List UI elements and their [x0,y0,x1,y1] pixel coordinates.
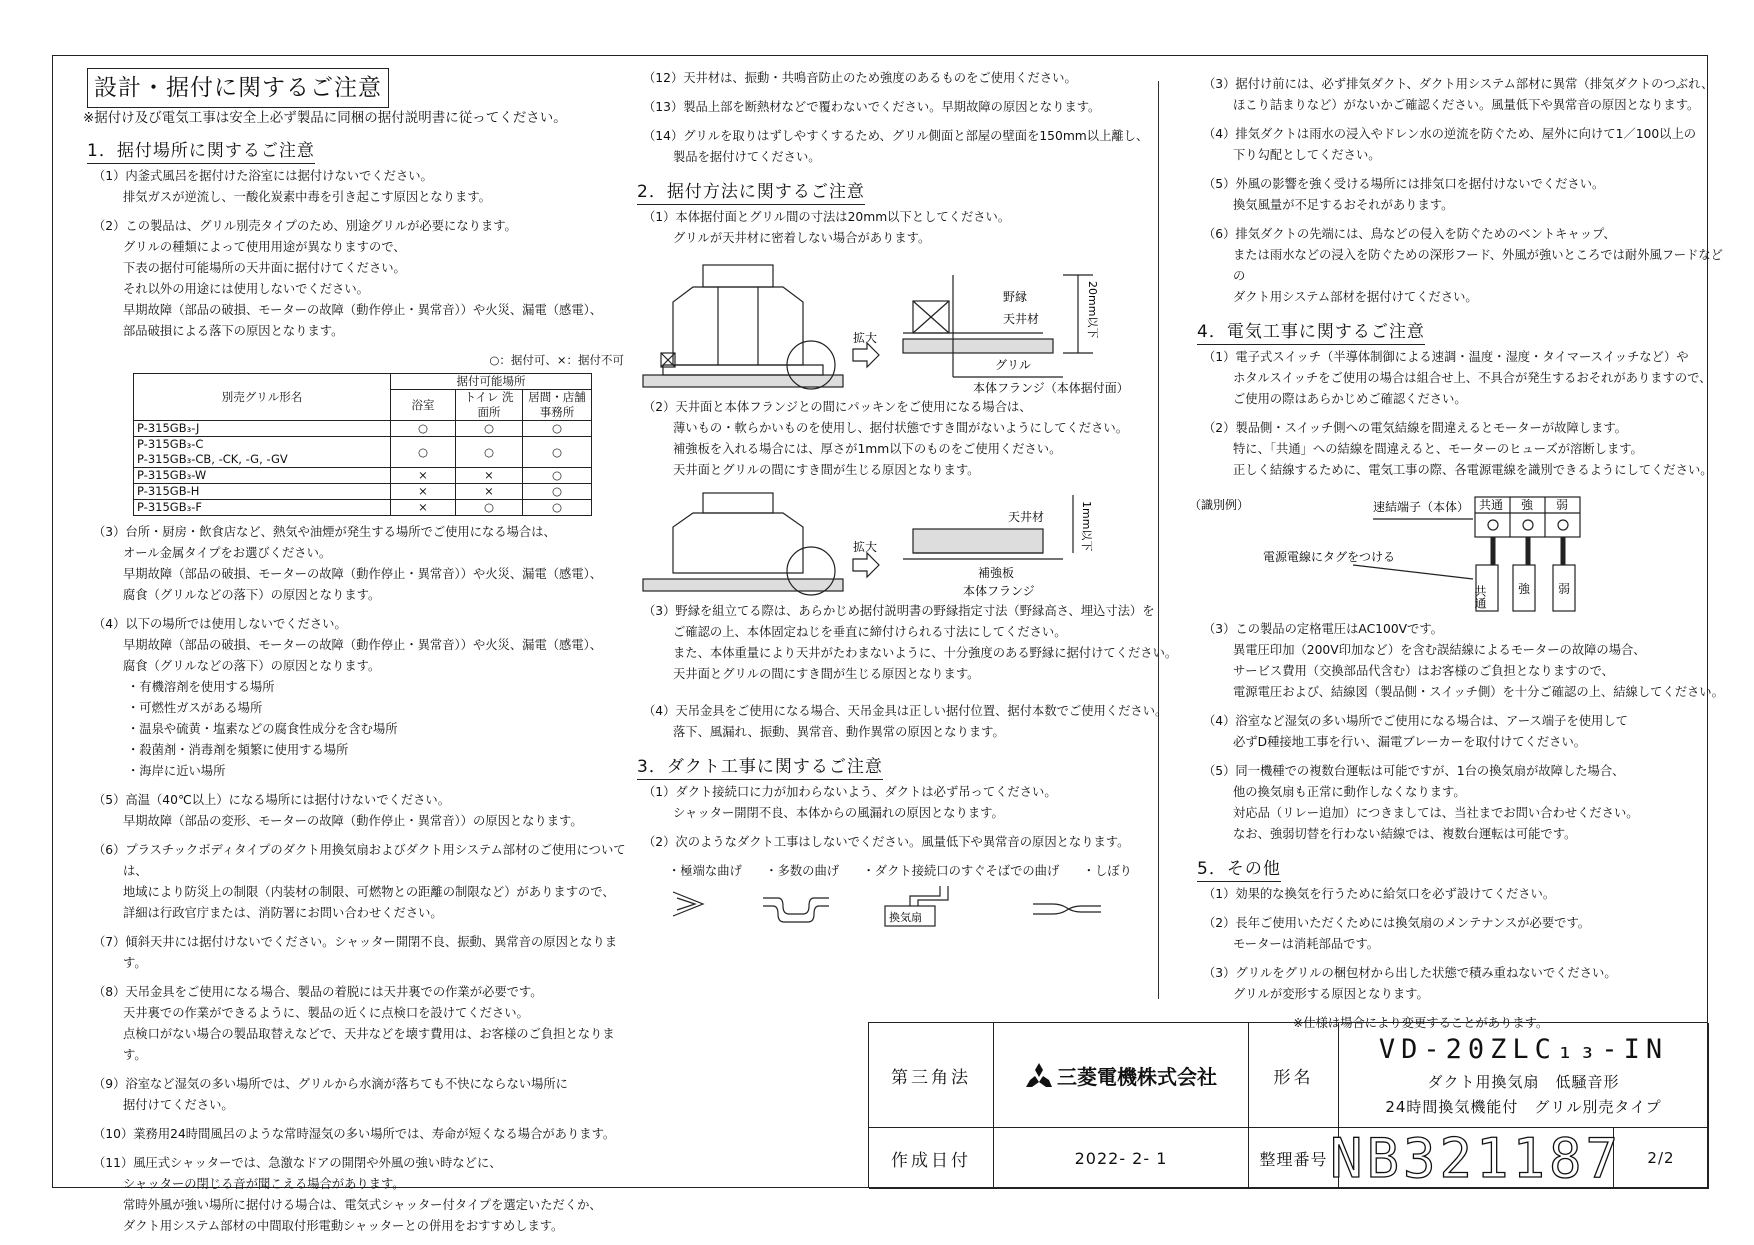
item-first-line: （1）電子式スイッチ（半導体制御による速調・温度・湿度・タイマースイッチなど）や [1203,350,1689,364]
wiring-tag-weak: 弱 [1558,582,1571,596]
item-first-line: （8）天吊金具をご使用になる場合、製品の着脱には天井裏での作業が必要です。 [93,985,543,999]
item-continuation-line: 部品破損による落下の原因となります。 [123,324,344,338]
case-bend-near-inlet: ・ダクト接続口のすぐそばでの曲げ [862,864,1060,878]
item-first-line: （10）業務用24時間風呂のような常時湿気の多い場所では、寿命が短くなる場合があります。 [93,1127,616,1141]
grill-install-mark-a: × [391,484,456,500]
item-first-line: （4）天吊金具をご使用になる場合、天吊金具は正しい据付位置、据付本数でご使用ください。 [643,704,1168,718]
item-continuation-line: 点検口がない場合の製品取替えなどで、天井などを壊す費用は、お客様のご負担となります。 [123,1027,615,1062]
company-logo-cell [994,1023,1249,1128]
grill-table-legend: ○：据付可、×：据付不可 [489,353,624,367]
item-continuation-line: 換気風量が不足するおそれがあります。 [1233,198,1454,212]
grill-table-header-group: 据付可能場所 [391,374,592,390]
grill-install-mark-b: ○ [456,437,523,468]
section-3-heading: 3．ダクト工事に関するご注意 [637,755,883,780]
item-continuation-line: 落下、風漏れ、振動、異常音、動作異常の原因となります。 [673,725,1005,739]
item-first-line: （9）浴室など湿気の多い場所では、グリルから水滴が落ちても不快にならない場所に [93,1077,568,1091]
item-first-line: （5）外風の影響を強く受ける場所には排気口を据付けないでください。 [1203,177,1605,191]
item-continuation-line: ご確認の上、本体固定ねじを垂直に締付けられる寸法にしてください。 [673,625,1067,639]
fig1-label-ceiling: 天井材 [1003,312,1040,326]
item-first-line: （6）プラスチックボディタイプのダクト用換気扇およびダクト用システム部材のご使用については、 [93,843,626,878]
grill-install-mark-a: × [391,500,456,516]
case-narrowing: ・しぼり [1082,864,1132,878]
fig1-label-flange: 本体フランジ（本体据付面） [973,381,1129,395]
item-first-line: （2）天井面と本体フランジとの間にパッキンをご使用になる場合は、 [643,400,1032,414]
item-first-line: （4）以下の場所では使用しないでください。 [93,617,347,631]
model-desc-1: ダクト用換気扇 低騒音形 [1427,1072,1620,1091]
grill-model-name: P-315GB₃-F [134,500,391,516]
model-desc-2: 24時間換気機能付 グリル別売タイプ [1385,1097,1662,1116]
mitsubishi-logo-icon [1025,1062,1053,1088]
wiring-term-strong: 強 [1521,498,1534,512]
grill-table-row [134,421,592,437]
item-continuation-line: 下り勾配としてください。 [1233,148,1381,162]
item-first-line: （11）風圧式シャッターでは、急激なドアの開閉や外風の強い時などに、 [93,1156,502,1170]
section-5-heading: 5．その他 [1197,857,1281,882]
item-continuation-line: ご使用の際はあらかじめご確認ください。 [1233,392,1467,406]
doc-number-label: 整理番号 [1249,1128,1339,1189]
packing-figure [623,489,1163,601]
item-continuation-line: 地域により防災上の制限（内装材の制限、可燃物との距離の制限など）がありますので、 [123,885,615,899]
item-continuation-line: 排気ガスが逆流し、一酸化炭素中毒を引き起こす原因となります。 [123,190,491,204]
item-continuation-line: 早期故障（部品の破損、モーターの故障（動作停止・異常音））や火災、漏電（感電）、 [123,638,603,652]
grill-table-header-a: 浴室 [391,390,456,421]
grill-table-row [134,500,592,516]
bullet-item: ・可燃性ガスがある場所 [127,701,263,715]
wiring-terminal-label: 速結端子（本体） [1373,500,1470,514]
item-first-line: （3）据付け前には、必ず排気ダクト、ダクト用システム部材に異常（排気ダクトのつぶれ、 [1203,77,1714,91]
item-continuation-line: 早期故障（部品の破損、モーターの故障（動作停止・異常音））や火災、漏電（感電）、 [123,567,603,581]
item-continuation-line: 異電圧印加（200V印加など）を含む誤結線によるモーターの故障の場合、 [1233,643,1646,657]
duct-fan-label: 換気扇 [889,911,922,924]
item-continuation-line: モーターは消耗部品です。 [1233,937,1380,951]
wiring-tag-label: 電源電線にタグをつける [1263,550,1396,564]
grill-table-header-name: 別売グリル形名 [134,374,391,421]
item-continuation-line: 他の換気扇も正常に動作しなくなります。 [1233,785,1466,799]
grill-model-name: P-315GB₃-J [134,421,391,437]
item-continuation-line: 常時外風が強い場所に据付ける場合は、電気式シャッター付タイプを選定いただくか、 [123,1198,602,1212]
item-continuation-line: 腐食（グリルなどの落下）の原因となります。 [123,588,381,602]
grill-install-mark-c: ○ [523,421,592,437]
item-continuation-line: ホタルスイッチをご使用の場合は組合せ上、不具合が発生するおそれがありますので、 [1233,371,1712,385]
grill-table-row [134,468,592,484]
projection-label: 第三角法 [869,1023,994,1128]
case-multiple-bends: ・多数の曲げ [765,864,840,878]
fig2-label-flange: 本体フランジ [963,584,1035,598]
doc-number-cell [1329,1126,1623,1190]
fig1-label-nobuchi: 野縁 [1003,290,1028,304]
section-1-heading: 1．据付場所に関するご注意 [87,139,315,164]
grill-table-header-c: 居間・店舗 事務所 [523,390,592,421]
grill-install-mark-b: ○ [456,421,523,437]
item-first-line: （5）高温（40℃以上）になる場所には据付けないでください。 [93,793,451,807]
fig2-zoom-label: 拡大 [853,540,878,554]
item-continuation-line: また、本体重量により天井がたわまないように、十分強度のある野縁に据付けてください。 [673,646,1178,660]
wiring-tag-strong: 強 [1518,582,1531,596]
header-note: ※据付け及び電気工事は安全上必ず製品に同梱の据付説明書に従ってください。 [83,110,567,126]
grill-install-mark-a: ○ [391,437,456,468]
bullet-item: ・温泉や硫黄・塩素などの腐食性成分を含む場所 [127,722,398,736]
wiring-example-figure [1183,489,1723,619]
item-continuation-line: それ以外の用途には使用しないでください。 [123,282,369,296]
item-continuation-line: 据付けてください。 [123,1098,234,1112]
wiring-term-common: 共通 [1479,498,1504,512]
grill-install-mark-a: × [391,468,456,484]
case-extreme-bend: ・極端な曲げ [668,864,742,878]
item-continuation-line: ダクト用システム部材を据付けてください。 [1233,290,1478,304]
date-value: 2022- 2- 1 [994,1128,1249,1189]
item-continuation-line: なお、強弱切替を行わない結線では、複数台運転は可能です。 [1233,827,1577,841]
grill-table [133,373,592,516]
item-continuation-line: 下表の据付可能場所の天井面に据付けてください。 [123,261,406,275]
doc-number: NB321187 [1329,1126,1623,1190]
grill-install-mark-b: × [456,468,523,484]
item-first-line: （1）効果的な換気を行うために給気口を必ず設けてください。 [1203,887,1556,901]
item-continuation-line: 特に、「共通」への結線を間違えると、モーターのヒューズが溶断します。 [1233,442,1643,456]
document-sheet [52,55,1724,1233]
model-cell [1339,1023,1709,1128]
item-continuation-line: グリルが天井材に密着しない場合があります。 [673,231,931,245]
grill-install-mark-a: ○ [391,421,456,437]
grill-install-mark-c: ○ [523,500,592,516]
item-first-line: （3）グリルをグリルの梱包材から出した状態で積み重ねないでください。 [1203,966,1617,980]
title-block [868,1022,1708,1188]
item-first-line: （3）台所・厨房・飲食店など、熱気や油煙が発生する場所でご使用になる場合は、 [93,525,556,539]
item-first-line: （6）排気ダクトの先端には、鳥などの侵入を防ぐためのベントキャップ、 [1203,227,1616,241]
item-first-line: （5）同一機種での複数台運転は可能ですが、1台の換気扇が故障した場合、 [1203,764,1625,778]
item-continuation-line: 腐食（グリルなどの落下）の原因となります。 [123,659,381,673]
item-first-line: （1）本体据付面とグリル間の寸法は20mm以下としてください。 [643,210,1011,224]
bullet-item: ・有機溶剤を使用する場所 [127,680,275,694]
item-first-line: （1）内釜式風呂を据付けた浴室には据付けないでください。 [93,169,433,183]
grill-table-row [134,437,592,468]
item-continuation-line: 天井裏での作業ができるように、製品の近くに点検口を設けてください。 [123,1006,529,1020]
item-first-line: （2）この製品は、グリル別売タイプのため、別途グリルが必要になります。 [93,219,517,233]
column-3 [1183,74,1733,1034]
grill-install-mark-c: ○ [523,468,592,484]
item-first-line: （7）傾斜天井には据付けないでください。シャッター開閉不良、振動、異常音の原因となります。 [93,935,618,970]
fig1-zoom-label: 拡大 [853,331,878,345]
item-continuation-line: 天井面とグリルの間にすき間が生じる原因となります。 [673,667,980,681]
item-first-line: （3）この製品の定格電圧はAC100Vです。 [1203,622,1443,636]
wiring-example-label: （識別例） [1189,498,1250,512]
item-continuation-line: 早期故障（部品の変形、モーターの故障（動作停止・異常音））の原因となります。 [123,814,583,828]
grill-install-mark-c: ○ [523,437,592,468]
item-continuation-line: サービス費用（交換部品代含む）はお客様のご負担となりますので、 [1233,664,1614,678]
page-title: 設計・据付に関するご注意 [87,68,389,108]
item-continuation-line: 薄いもの・軟らかいものを使用し、据付状態ですき間がないようにしてください。 [673,421,1128,435]
duct-cases-figure [623,882,1163,932]
wiring-term-weak: 弱 [1556,498,1569,512]
item-first-line: （4）排気ダクトは雨水の浸入やドレン水の逆流を防ぐため、屋外に向けて1／100以上の [1203,127,1697,141]
model-number: VD-20ZLC₁₃-IN [1378,1033,1669,1065]
grill-install-mark-c: ○ [523,484,592,500]
item-continuation-line: 早期故障（部品の破損、モーターの故障（動作停止・異常音））や火災、漏電（感電）、 [123,303,603,317]
grill-model-name: P-315GB₃-C P-315GB₃-CB, -CK, -G, -GV [134,437,391,468]
fig2-dimension: 1mm以下 [1080,501,1093,552]
bullet-item: ・海岸に近い場所 [127,764,226,778]
item-first-line: （3）野縁を組立てる際は、あらかじめ据付説明書の野縁指定寸法（野縁高さ、埋込寸法）を [643,604,1155,618]
item-first-line: （2）次のようなダクト工事はしないでください。風量低下や異常音の原因となります。 [643,835,1130,849]
item-continuation-line: シャッター開閉不良、本体からの風漏れの原因となります。 [673,806,1004,820]
grill-table-header-b: トイレ 洗面所 [456,390,523,421]
wiring-tag-common: 共通 [1473,585,1487,609]
item-first-line: （13）製品上部を断熱材などで覆わないでください。早期故障の原因となります。 [643,100,1101,114]
item-continuation-line: 詳細は行政官庁または、消防署にお問い合わせください。 [123,906,443,920]
fig2-label-ceiling: 天井材 [1008,510,1045,524]
grill-table-row [134,484,592,500]
item-continuation-line: 対応品（リレー追加）につきましては、当社までお問い合わせください。 [1233,806,1639,820]
grill-install-mark-b: ○ [456,500,523,516]
item-continuation-line: 製品を据付けてください。 [673,150,821,164]
flange-gap-figure [623,257,1163,397]
fig1-label-grill: グリル [995,358,1032,372]
item-continuation-line: ダクト用システム部材の中間取付形電動シャッターとの併用をおすすめします。 [123,1219,564,1233]
item-continuation-line: 正しく結線するために、電気工事の際、各電源電線を識別できるようにしてください。 [1233,463,1713,477]
item-continuation-line: グリルが変形する原因となります。 [1233,987,1429,1001]
item-first-line: （12）天井材は、振動・共鳴音防止のため強度のあるものをご使用ください。 [643,71,1077,85]
item-continuation-line: ほこり詰まりなど）がないかご確認ください。風量低下や異常音の原因となります。 [1233,98,1700,112]
item-continuation-line: 天井面とグリルの間にすき間が生じる原因となります。 [673,463,980,477]
item-continuation-line: シャッターの閉じる音が聞こえる場合があります。 [123,1177,405,1191]
fig2-label-plate: 補強板 [978,566,1015,580]
section-2-heading: 2．据付方法に関するご注意 [637,180,865,205]
date-label: 作成日付 [869,1128,994,1189]
item-first-line: （2）製品側・スイッチ側への電気結線を間違えるとモーターが故障します。 [1203,421,1627,435]
item-continuation-line: 電源電圧および、結線図（製品側・スイッチ側）を十分ご確認の上、結線してください。 [1233,685,1724,699]
grill-model-name: P-315GB₃-W [134,468,391,484]
company-name: 三菱電機株式会社 [1057,1064,1217,1089]
item-continuation-line: オール金属タイプをお選びください。 [123,546,332,560]
item-first-line: （4）浴室など湿気の多い場所でご使用になる場合は、アース端子を使用して [1203,714,1628,728]
section-4-heading: 4．電気工事に関するご注意 [1197,320,1425,345]
spec-change-note: ※仕様は場合により変更することがあります。 [1293,1016,1549,1030]
item-continuation-line: 補強板を入れる場合には、厚さが1mm以下のものをご使用ください。 [673,442,1062,456]
fig1-dimension: 20mm以下 [1086,281,1099,339]
column-1 [73,68,638,1245]
item-first-line: （2）長年ご使用いただくためには換気扇のメンテナンスが必要です。 [1203,916,1591,930]
bullet-item: ・殺菌剤・消毒剤を頻繁に使用する場所 [127,743,349,757]
item-first-line: （1）ダクト接続口に力が加わらないよう、ダクトは必ず吊ってください。 [643,785,1057,799]
item-continuation-line: 必ずD種接地工事を行い、漏電ブレーカーを取付けてください。 [1233,735,1587,749]
item-first-line: （14）グリルを取りはずしやすくするため、グリル側面と部屋の壁面を150mm以上離し、 [643,129,1149,143]
page-number: 2/2 [1614,1128,1709,1189]
item-continuation-line: または雨水などの浸入を防ぐための深形フード、外風が強いところでは耐外風フードなどの [1233,248,1723,283]
column-2 [623,68,1208,932]
duct-cases-labels [668,861,1208,882]
form-label: 形名 [1249,1023,1339,1128]
grill-install-mark-b: × [456,484,523,500]
grill-model-name: P-315GB-H [134,484,391,500]
item-continuation-line: グリルの種類によって使用用途が異なりますので、 [123,240,406,254]
